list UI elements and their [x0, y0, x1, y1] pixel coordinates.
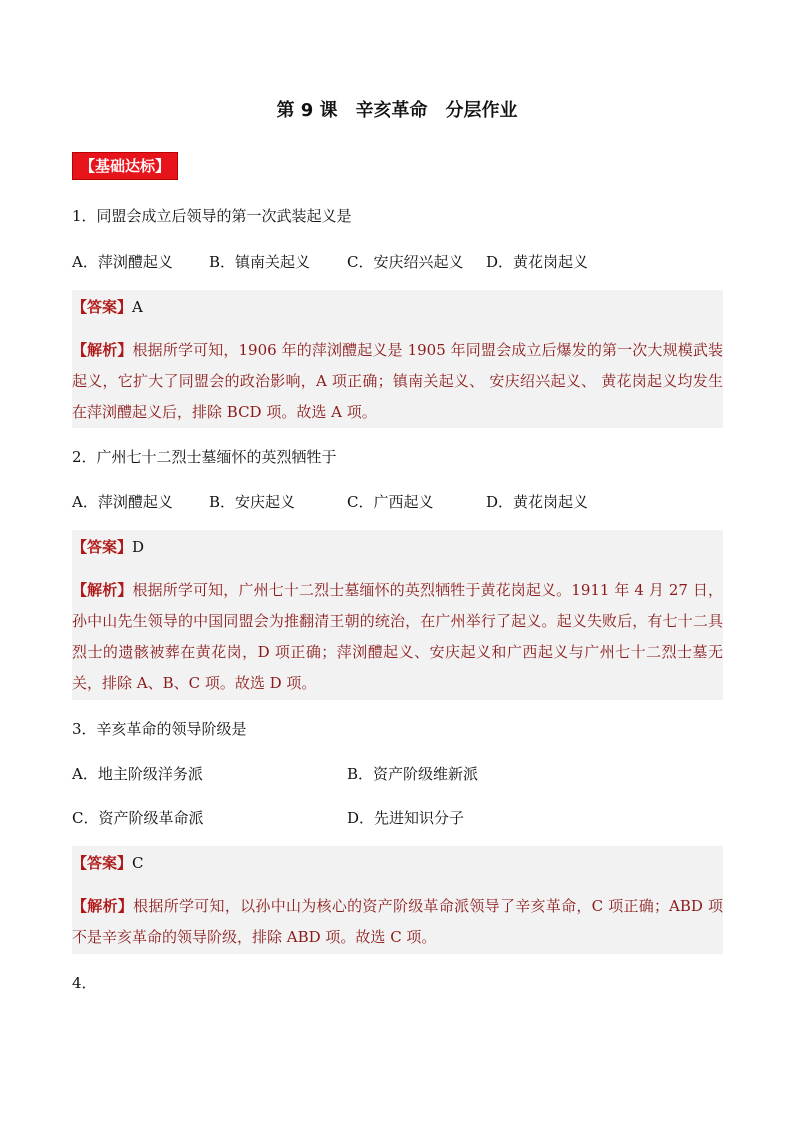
analysis-body: 根据所学可知，广州七十二烈士墓缅怀的英烈牺牲于黄花岗起义。1911 年 4 月 27 日，孙中山先生领导的中国同盟会为推翻清王朝的统治，在广州举行了起义。起义失败后，有七十二具烈士的遗骸被葬在黄花岗，D 项正确；萍浏醴起义、安庆起义和广西起义与广州七十二烈士墓无关，排除 A、B、C 项。故选 D 项。: [72, 581, 723, 692]
question-1-stem: 1．同盟会成立后领导的第一次武装起义是: [72, 207, 352, 225]
option-c: C．安庆绍兴起义: [347, 253, 464, 271]
page-title: 第 9 课 辛亥革命 分层作业: [276, 100, 518, 121]
option-a: A．地主阶级洋务派: [72, 765, 203, 783]
answer-value: C: [132, 854, 144, 872]
analysis-text: [72, 575, 723, 699]
option-a: A．萍浏醴起义: [72, 253, 173, 271]
question-4-stem: 4．: [72, 974, 97, 992]
analysis-body: 根据所学可知，以孙中山为核心的资产阶级革命派领导了辛亥革命，C 项正确；ABD 项不是辛亥革命的领导阶级，排除 ABD 项。故选 C 项。: [72, 897, 723, 946]
question-2-stem: 2．广州七十二烈士墓缅怀的英烈牺牲于: [72, 448, 337, 466]
option-d: D．先进知识分子: [347, 809, 465, 827]
answer-box-3: [72, 846, 723, 954]
answer-label: 【答案】: [72, 854, 133, 872]
answer-value: A: [132, 298, 143, 316]
answer-box-1: [72, 290, 723, 428]
option-b: B．资产阶级维新派: [347, 765, 479, 783]
answer-label: 【答案】: [72, 538, 133, 556]
option-c: C．资产阶级革命派: [72, 809, 204, 827]
option-c: C．广西起义: [347, 493, 434, 511]
answer-line: [72, 297, 143, 317]
analysis-text: [72, 335, 723, 428]
analysis-label: 【解析】: [72, 341, 133, 359]
analysis-body: 根据所学可知，1906 年的萍浏醴起义是 1905 年同盟会成立后爆发的第一次大规模武装起义，它扩大了同盟会的政治影响，A 项正确；镇南关起义、 安庆绍兴起义、 黄花岗起义均发生在萍浏醴起义后，排除 BCD 项。故选 A 项。: [72, 341, 723, 421]
section-badge: 【基础达标】: [72, 152, 178, 180]
answer-box-2: [72, 530, 723, 700]
option-a: A．萍浏醴起义: [72, 493, 173, 511]
option-d: D．黄花岗起义: [486, 253, 589, 271]
answer-line: [72, 853, 144, 873]
answer-line: [72, 537, 144, 557]
answer-label: 【答案】: [72, 298, 133, 316]
option-b: B．安庆起义: [209, 493, 296, 511]
analysis-label: 【解析】: [72, 897, 134, 915]
analysis-text: [72, 891, 723, 953]
analysis-label: 【解析】: [72, 581, 133, 599]
option-d: D．黄花岗起义: [486, 493, 589, 511]
question-3-stem: 3．辛亥革命的领导阶级是: [72, 720, 247, 738]
option-b: B．镇南关起义: [209, 253, 311, 271]
answer-value: D: [132, 538, 145, 556]
